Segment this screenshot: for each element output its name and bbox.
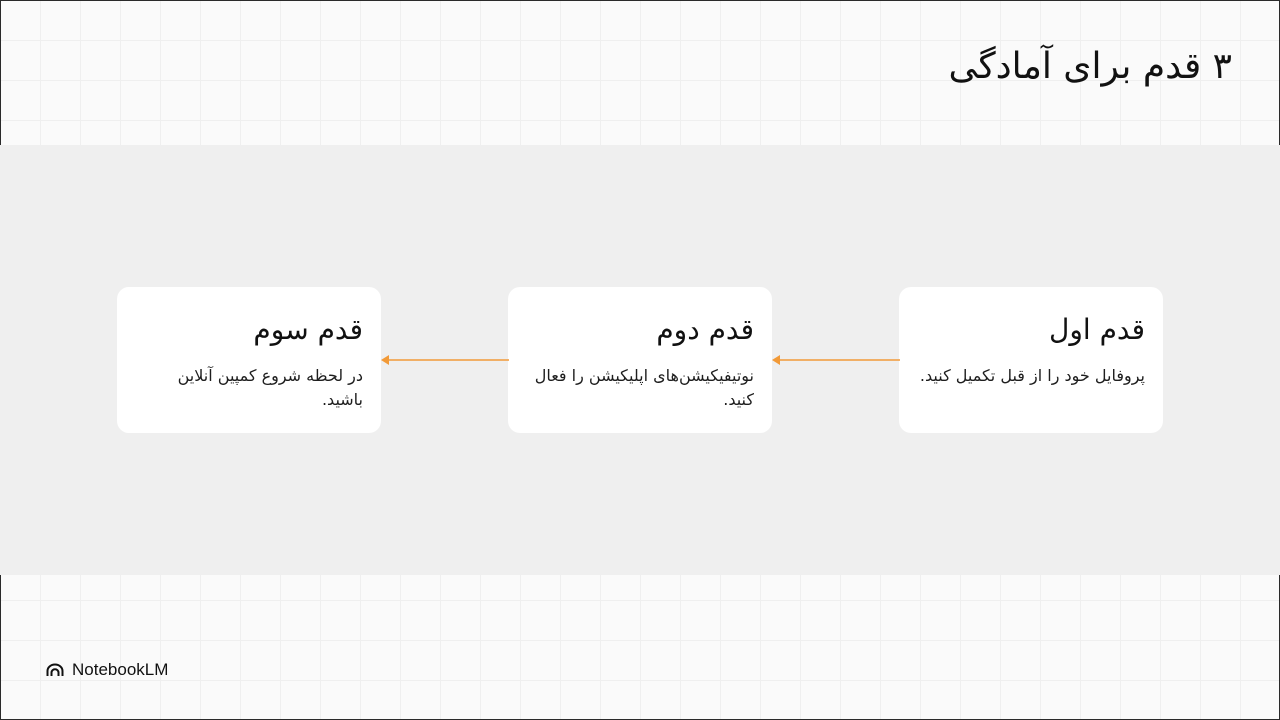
- step-1-text: پروفایل خود را از قبل تکمیل کنید.: [919, 366, 1145, 385]
- notebooklm-logo-icon: [46, 663, 64, 677]
- step-1-title: قدم اول: [1049, 313, 1145, 346]
- arrow-connector-1: [772, 352, 900, 368]
- arrow-left-icon: [381, 355, 389, 365]
- step-2-title: قدم دوم: [656, 313, 754, 346]
- step-2-text: نوتیفیکیشن‌های اپلیکیشن را فعال کنید.: [534, 366, 754, 409]
- step-card-3: [117, 287, 381, 433]
- step-card-1: [899, 287, 1163, 433]
- step-3-title: قدم سوم: [253, 313, 363, 346]
- step-3-text: در لحظه شروع کمپین آنلاین باشید.: [177, 366, 363, 409]
- arrow-connector-2: [381, 352, 509, 368]
- slide-title: ۳ قدم برای آمادگی: [948, 46, 1232, 87]
- notebooklm-brand: [46, 660, 168, 680]
- arrow-left-icon: [772, 355, 780, 365]
- brand-label: NotebookLM: [72, 660, 169, 679]
- step-card-2: [508, 287, 772, 433]
